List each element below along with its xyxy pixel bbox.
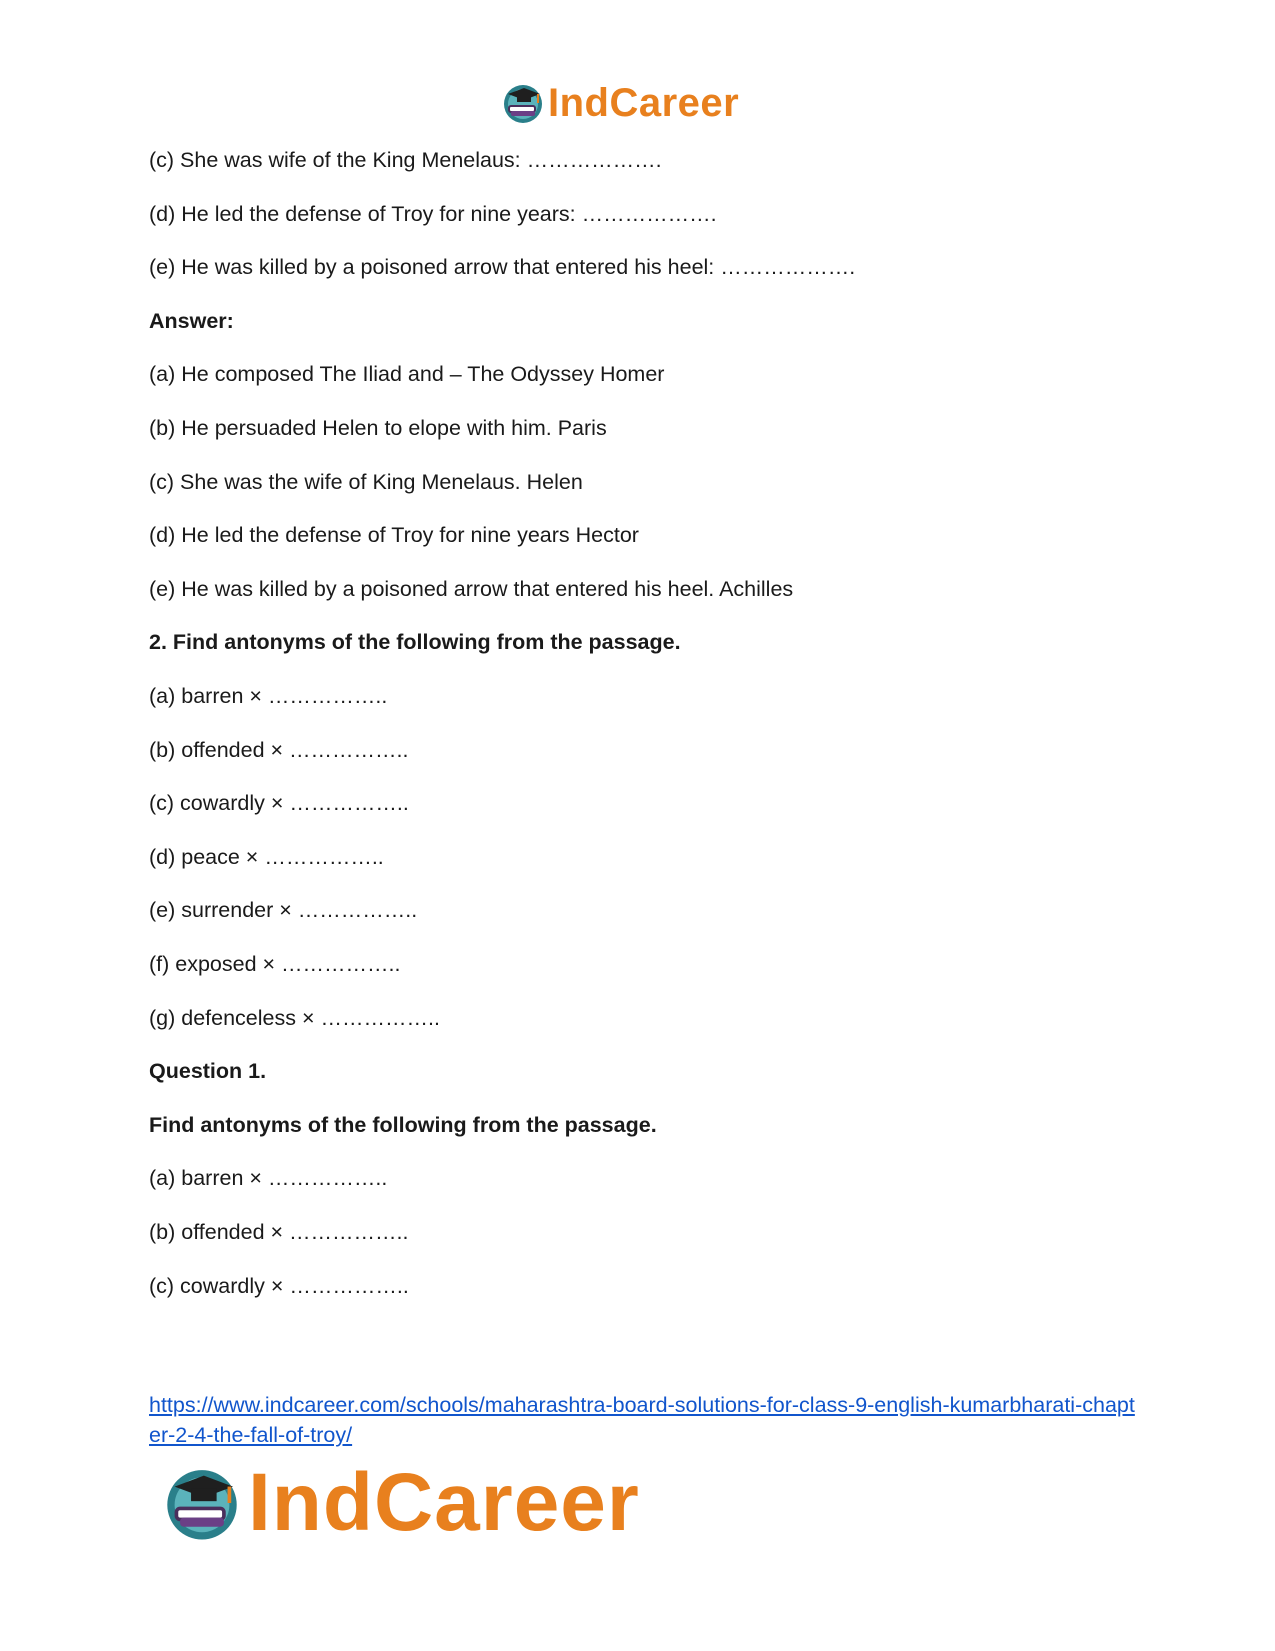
text-line: (e) He was killed by a poisoned arrow that entered his heel. Achilles — [149, 577, 794, 601]
text-line: (d) peace × …………….. — [149, 845, 384, 869]
text-line: (a) barren × …………….. — [149, 1166, 388, 1190]
brand-name: IndCareer — [548, 80, 740, 125]
text-line: (a) barren × …………….. — [149, 684, 388, 708]
text-line: (c) cowardly × …………….. — [149, 1274, 409, 1298]
section-heading: Question 1. — [149, 1059, 267, 1083]
text-line: (e) He was killed by a poisoned arrow that entered his heel: ………………. — [149, 255, 856, 279]
text-line: (b) He persuaded Helen to elope with him. Paris — [149, 416, 607, 440]
section-heading: Answer: — [149, 309, 234, 333]
section-heading: 2. Find antonyms of the following from the passage. — [149, 630, 681, 654]
graduation-book-icon — [500, 80, 546, 126]
header-logo — [500, 78, 739, 128]
text-line: (b) offended × …………….. — [149, 738, 409, 762]
brand-name-footer: IndCareer — [248, 1457, 640, 1548]
text-line: (g) defenceless × …………….. — [149, 1006, 440, 1030]
text-line: (f) exposed × …………….. — [149, 952, 401, 976]
source-link[interactable]: https://www.indcareer.com/schools/maharashtra-board-solutions-for-class-9-english-kumarbharati-chapter-2-4-the-fall-of-troy/ — [149, 1393, 1135, 1447]
text-line: (c) She was the wife of King Menelaus. Helen — [149, 470, 583, 494]
section-heading: Find antonyms of the following from the passage. — [149, 1113, 657, 1137]
text-line: (c) cowardly × …………….. — [149, 791, 409, 815]
text-line: (c) She was wife of the King Menelaus: ………………. — [149, 148, 662, 172]
text-line: (e) surrender × …………….. — [149, 898, 418, 922]
text-line: (a) He composed The Iliad and – The Odyssey Homer — [149, 362, 665, 386]
text-line: (d) He led the defense of Troy for nine years: ………………. — [149, 202, 717, 226]
footer-logo — [160, 1458, 640, 1548]
text-line: (d) He led the defense of Troy for nine years Hector — [149, 523, 639, 547]
text-line: (b) offended × …………….. — [149, 1220, 409, 1244]
graduation-book-icon — [160, 1461, 244, 1545]
